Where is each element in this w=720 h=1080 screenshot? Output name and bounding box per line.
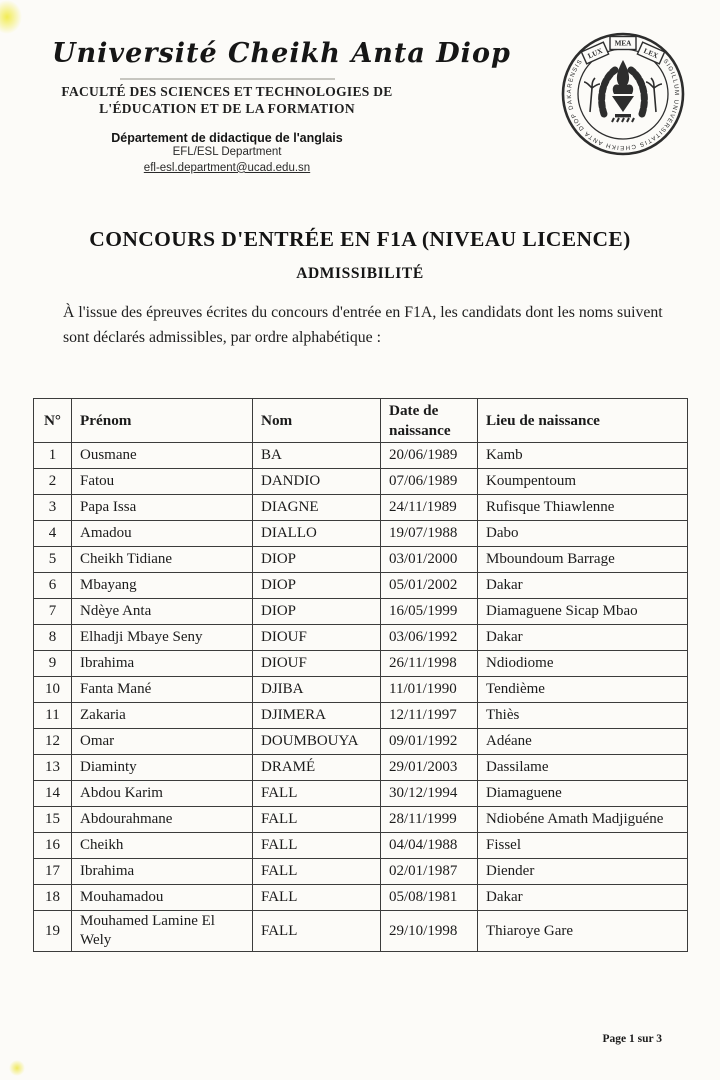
table-row — [34, 651, 688, 677]
table-cell: Mboundoum Barrage — [478, 547, 688, 573]
table-cell: Abdourahmane — [72, 807, 253, 833]
table-cell: 29/10/1998 — [381, 911, 478, 952]
table-cell: 03/01/2000 — [381, 547, 478, 573]
table-cell: Dakar — [478, 885, 688, 911]
table-row — [34, 443, 688, 469]
table-cell: Fissel — [478, 833, 688, 859]
table-cell: Rufisque Thiawlenne — [478, 495, 688, 521]
university-name: Université Cheikh Anta Diop — [52, 38, 511, 69]
table-cell: 07/06/1989 — [381, 469, 478, 495]
seal-motto-mea: MEA — [614, 39, 632, 48]
table-cell: Dabo — [478, 521, 688, 547]
results-table — [33, 398, 688, 952]
table-cell: Diender — [478, 859, 688, 885]
column-header: Date de naissance — [381, 399, 478, 443]
table-cell: 19 — [34, 911, 72, 952]
table-cell: 09/01/1992 — [381, 729, 478, 755]
table-cell: 11/01/1990 — [381, 677, 478, 703]
table-cell: Kamb — [478, 443, 688, 469]
table-row — [34, 781, 688, 807]
table-row — [34, 833, 688, 859]
table-cell: Ousmane — [72, 443, 253, 469]
table-cell: FALL — [253, 833, 381, 859]
table-cell: DIOUF — [253, 625, 381, 651]
table-cell: Dassilame — [478, 755, 688, 781]
table-cell: 1 — [34, 443, 72, 469]
table-row — [34, 703, 688, 729]
table-row — [34, 729, 688, 755]
table-cell: Elhadji Mbaye Seny — [72, 625, 253, 651]
column-header: Nom — [253, 399, 381, 443]
table-cell: 4 — [34, 521, 72, 547]
table-cell: FALL — [253, 859, 381, 885]
table-cell: FALL — [253, 911, 381, 952]
table-cell: 12/11/1997 — [381, 703, 478, 729]
table-cell: 24/11/1989 — [381, 495, 478, 521]
header-row — [34, 399, 688, 443]
seal-motto-lux: LUX — [586, 46, 604, 61]
table-body — [34, 443, 688, 952]
column-header: N° — [34, 399, 72, 443]
table-cell: Diaminty — [72, 755, 253, 781]
table-cell: 15 — [34, 807, 72, 833]
table-cell: 05/08/1981 — [381, 885, 478, 911]
scan-artifact-rule — [120, 78, 335, 80]
scan-stain-bottom — [9, 1060, 25, 1076]
table-cell: 14 — [34, 781, 72, 807]
table-cell: 29/01/2003 — [381, 755, 478, 781]
table-cell: Cheikh Tidiane — [72, 547, 253, 573]
table-row — [34, 911, 688, 952]
table-cell: Fanta Mané — [72, 677, 253, 703]
department-name-en: EFL/ESL Department — [172, 145, 282, 158]
table-cell: Diamaguene — [478, 781, 688, 807]
table-cell: FALL — [253, 885, 381, 911]
table-row — [34, 547, 688, 573]
table-cell: Koumpentoum — [478, 469, 688, 495]
table-cell: 8 — [34, 625, 72, 651]
table-cell: Fatou — [72, 469, 253, 495]
table-row — [34, 573, 688, 599]
faculty-line-1: FACULTÉ DES SCIENCES ET TECHNOLOGIES DE — [61, 84, 393, 99]
table-cell: Thiaroye Gare — [478, 911, 688, 952]
table-cell: DIOP — [253, 599, 381, 625]
table-cell: FALL — [253, 781, 381, 807]
table-cell: Ibrahima — [72, 859, 253, 885]
table-cell: DIAGNE — [253, 495, 381, 521]
document-subtitle: ADMISSIBILITÉ — [296, 265, 424, 282]
seal-rim-text: SIGILLUM UNIVERSITATIS CHEIKH ANTA DIOP DAKARENSIS — [565, 57, 680, 152]
table-cell: Cheikh — [72, 833, 253, 859]
table-cell: 20/06/1989 — [381, 443, 478, 469]
faculty-name — [52, 84, 402, 118]
table-cell: Thiès — [478, 703, 688, 729]
table-cell: DIOUF — [253, 651, 381, 677]
table-cell: DOUMBOUYA — [253, 729, 381, 755]
table-cell: 03/06/1992 — [381, 625, 478, 651]
table-cell: 2 — [34, 469, 72, 495]
table-cell: Tendième — [478, 677, 688, 703]
table-cell: 16/05/1999 — [381, 599, 478, 625]
table-cell: Mbayang — [72, 573, 253, 599]
table-row — [34, 625, 688, 651]
table-cell: 16 — [34, 833, 72, 859]
table-cell: 6 — [34, 573, 72, 599]
table-cell: Papa Issa — [72, 495, 253, 521]
table-cell: 12 — [34, 729, 72, 755]
page-number: Page 1 sur 3 — [602, 1033, 662, 1045]
table-cell: 5 — [34, 547, 72, 573]
table-row — [34, 859, 688, 885]
table-row — [34, 755, 688, 781]
department-email: efl-esl.department@ucad.edu.sn — [143, 161, 311, 174]
table-cell: Dakar — [478, 573, 688, 599]
intro-paragraph: À l'issue des épreuves écrites du concours d'entrée en F1A, les candidats dont les noms suivent sont déclarés admissibles, par ordre alphabétique : — [63, 304, 663, 346]
table-row — [34, 599, 688, 625]
table-cell: 04/04/1988 — [381, 833, 478, 859]
table-cell: 13 — [34, 755, 72, 781]
table-cell: DRAMÉ — [253, 755, 381, 781]
table-cell: Adéane — [478, 729, 688, 755]
table-cell: 19/07/1988 — [381, 521, 478, 547]
faculty-line-2: L'ÉDUCATION ET DE LA FORMATION — [99, 100, 355, 116]
table-cell: DIALLO — [253, 521, 381, 547]
table-cell: Diamaguene Sicap Mbao — [478, 599, 688, 625]
table-cell: DJIBA — [253, 677, 381, 703]
table-cell: DANDIO — [253, 469, 381, 495]
table-cell: 02/01/1987 — [381, 859, 478, 885]
scan-stain-top — [0, 0, 22, 34]
table-row — [34, 521, 688, 547]
table-cell: 3 — [34, 495, 72, 521]
table-cell: 7 — [34, 599, 72, 625]
department-name-fr: Département de didactique de l'anglais — [111, 130, 343, 145]
table-cell: Amadou — [72, 521, 253, 547]
table-cell: 10 — [34, 677, 72, 703]
table-row — [34, 807, 688, 833]
table-cell: DIOP — [253, 547, 381, 573]
table-cell: FALL — [253, 807, 381, 833]
table-cell: 17 — [34, 859, 72, 885]
table-cell: Mouhamadou — [72, 885, 253, 911]
table-cell: Abdou Karim — [72, 781, 253, 807]
table-row — [34, 677, 688, 703]
seal-motto-lex: LEX — [642, 46, 660, 61]
seal-torch-emblem — [584, 60, 662, 122]
table-cell: Mouhamed Lamine El Wely — [72, 911, 253, 952]
table-cell: 26/11/1998 — [381, 651, 478, 677]
table-cell: Ndèye Anta — [72, 599, 253, 625]
table-cell: Omar — [72, 729, 253, 755]
university-seal — [556, 30, 690, 163]
table-row — [34, 469, 688, 495]
table-row — [34, 495, 688, 521]
table-cell: 30/12/1994 — [381, 781, 478, 807]
table-cell: Ndiobéne Amath Madjiguéne — [478, 807, 688, 833]
title-block — [0, 227, 720, 283]
column-header: Lieu de naissance — [478, 399, 688, 443]
seal-palm-right — [646, 78, 662, 112]
table-cell: 11 — [34, 703, 72, 729]
table-cell: Ibrahima — [72, 651, 253, 677]
letterhead — [52, 38, 511, 176]
seal-palm-left — [584, 78, 600, 112]
table-cell: DJIMERA — [253, 703, 381, 729]
document-title: CONCOURS D'ENTRÉE EN F1A (NIVEAU LICENCE) — [89, 227, 631, 251]
table-cell: Zakaria — [72, 703, 253, 729]
table-head — [34, 399, 688, 443]
department-block — [52, 131, 402, 176]
table-cell: 18 — [34, 885, 72, 911]
table-cell: Dakar — [478, 625, 688, 651]
table-cell: 9 — [34, 651, 72, 677]
table-cell: 05/01/2002 — [381, 573, 478, 599]
table-cell: Ndiodiome — [478, 651, 688, 677]
table-cell: 28/11/1999 — [381, 807, 478, 833]
seal-graphic — [556, 30, 690, 158]
column-header: Prénom — [72, 399, 253, 443]
table-cell: BA — [253, 443, 381, 469]
table-cell: DIOP — [253, 573, 381, 599]
table-row — [34, 885, 688, 911]
